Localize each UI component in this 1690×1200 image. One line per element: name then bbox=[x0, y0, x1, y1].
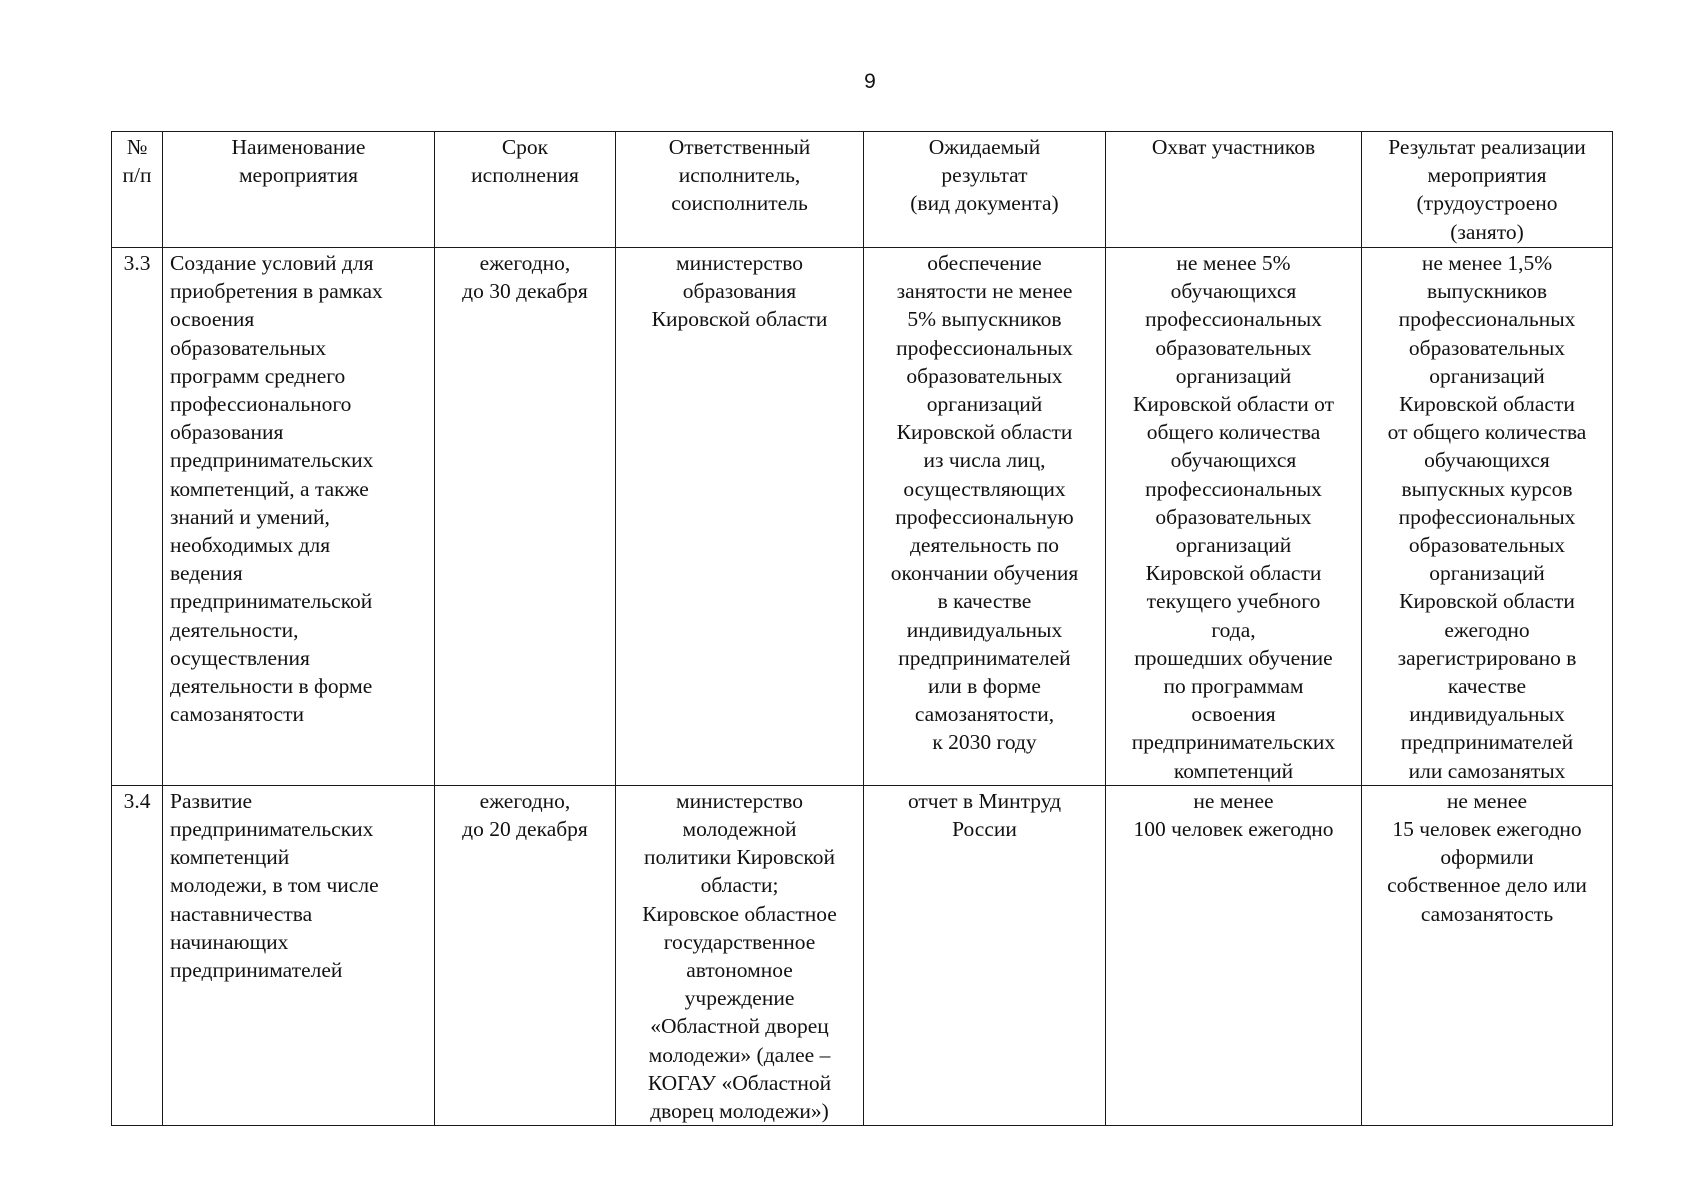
table-header-row bbox=[112, 132, 1613, 248]
outcome-cell: не менее 15 человек ежегодно оформили собственное дело или самозанятость bbox=[1362, 785, 1613, 1125]
header-outcome: Результат реализации мероприятия (трудоустроено (занято) bbox=[1362, 132, 1613, 248]
table-row bbox=[112, 785, 1613, 1125]
coverage-cell: не менее 5% обучающихся профессиональных образовательных организаций Кировской области от общего количества обучающихся профессиональных образовательных организаций Кировской области текущего учебного года, прошедших обучение по программам освоения предпринимательских компетенций bbox=[1106, 248, 1362, 786]
activities-table bbox=[111, 131, 1613, 1126]
deadline-cell: ежегодно, до 30 декабря bbox=[435, 248, 616, 786]
header-coverage: Охват участников bbox=[1106, 132, 1362, 248]
activity-name-cell: Создание условий для приобретения в рамках освоения образовательных программ среднего профессионального образования предпринимательских компетенций, а также знаний и умений, необходимых для ведения предпринимательской деятельности, осуществления деятельности в форме самозанятости bbox=[163, 248, 435, 786]
header-responsible: Ответственный исполнитель, соисполнитель bbox=[616, 132, 864, 248]
activity-name-cell: Развитие предпринимательских компетенций молодежи, в том числе наставничества начинающих предпринимателей bbox=[163, 785, 435, 1125]
row-number-cell: 3.4 bbox=[112, 785, 163, 1125]
expected-result-cell: обеспечение занятости не менее 5% выпускников профессиональных образовательных организаций Кировской области из числа лиц, осуществляющих профессиональную деятельность по окончании обучения в качестве индивидуальных предпринимателей или в форме самозанятости, к 2030 году bbox=[864, 248, 1106, 786]
responsible-cell: министерство образования Кировской области bbox=[616, 248, 864, 786]
responsible-cell: министерство молодежной политики Кировской области; Кировское областное государственное автономное учреждение «Областной дворец молодежи» (далее – КОГАУ «Областной дворец молодежи») bbox=[616, 785, 864, 1125]
outcome-cell: не менее 1,5% выпускников профессиональных образовательных организаций Кировской области от общего количества обучающихся выпускных курсов профессиональных образовательных организаций Кировской области ежегодно зарегистрировано в качестве индивидуальных предпринимателей или самозанятых bbox=[1362, 248, 1613, 786]
header-activity-name: Наименование мероприятия bbox=[163, 132, 435, 248]
coverage-cell: не менее 100 человек ежегодно bbox=[1106, 785, 1362, 1125]
deadline-cell: ежегодно, до 20 декабря bbox=[435, 785, 616, 1125]
page-number: 9 bbox=[864, 70, 876, 93]
row-number-cell: 3.3 bbox=[112, 248, 163, 786]
expected-result-cell: отчет в Минтруд России bbox=[864, 785, 1106, 1125]
header-number: № п/п bbox=[112, 132, 163, 248]
table-row bbox=[112, 248, 1613, 786]
header-expected-result: Ожидаемый результат (вид документа) bbox=[864, 132, 1106, 248]
header-deadline: Срок исполнения bbox=[435, 132, 616, 248]
